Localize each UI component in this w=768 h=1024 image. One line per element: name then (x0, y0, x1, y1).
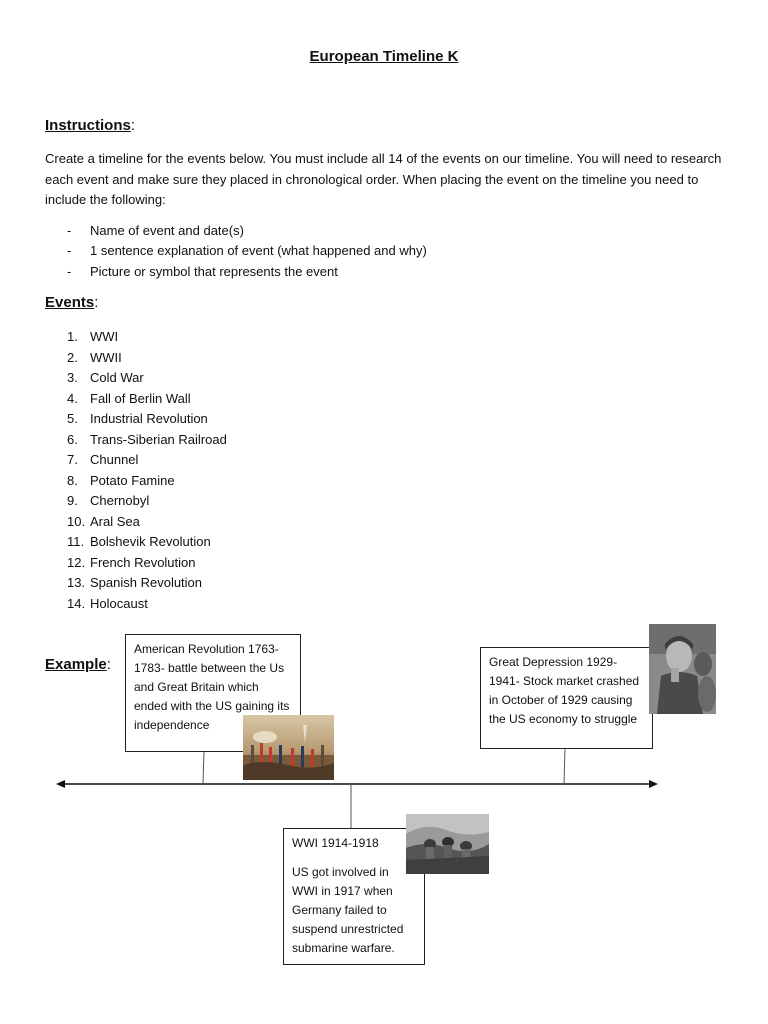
list-number: 11. (67, 534, 85, 549)
list-number: 12. (67, 554, 86, 570)
events-heading-label: Events (45, 294, 95, 311)
list-number: 9. (67, 493, 78, 508)
list-number: 10. (67, 513, 86, 529)
list-number: 1. (67, 329, 78, 344)
list-label: Industrial Revolution (90, 411, 208, 426)
page-title: European Timeline K (309, 48, 459, 65)
list-label: Aral Sea (90, 513, 140, 529)
list-number: 3. (67, 370, 78, 385)
instructions-heading-label: Instructions (45, 117, 131, 134)
list-number: 6. (67, 431, 78, 447)
great-depression-photo-image (649, 624, 716, 714)
bullet-text: Picture or symbol that represents the event (90, 263, 338, 279)
event-title: WWI 1914-1918 (292, 836, 379, 850)
bullet-item: - Picture or symbol that represents the event (67, 262, 427, 282)
american-revolution-painting-image (243, 715, 334, 780)
list-label: WWI (90, 329, 119, 344)
list-label: Spanish Revolution (90, 575, 203, 590)
list-number: 5. (67, 411, 78, 426)
list-number: 2. (67, 349, 78, 365)
bullet-text: Name of event and date(s) (90, 223, 244, 238)
connector-american-revolution (203, 751, 204, 784)
list-label: French Revolution (90, 554, 196, 570)
bullet-item: - 1 sentence explanation of event (what happened and why) (67, 241, 427, 261)
timeline-right-arrow (649, 780, 658, 788)
bullet-text: 1 sentence explanation of event (what happened and why) (90, 243, 427, 259)
list-label: Potato Famine (90, 472, 175, 488)
list-label: Cold War (90, 370, 144, 385)
instructions-text: Create a timeline for the events below. You must include all 14 of the events on our timeline. You will need to research each event and make sure they placed in chronological order. When placing the event on the timeline you need to include the following: (45, 151, 722, 208)
instructions-heading-colon: : (130, 117, 136, 134)
event-description: Great Depression 1929-1941- Stock market crashed in October of 1929 causing the US economy to struggle (489, 655, 640, 726)
list-label: Fall of Berlin Wall (90, 390, 191, 406)
timeline-left-arrow (56, 780, 65, 788)
list-label: Chunnel (90, 452, 139, 467)
list-label: WWII (90, 349, 122, 365)
example-heading-colon: : (106, 656, 111, 673)
connector-great-depression (564, 748, 565, 784)
list-number: 4. (67, 390, 78, 406)
list-number: 8. (67, 472, 78, 488)
timeline-event-wwi (283, 828, 425, 965)
list-number: 14. (67, 595, 86, 611)
list-label: Chernobyl (90, 493, 150, 508)
list-label: Holocaust (90, 595, 148, 611)
wwi-trench-photo-image (406, 814, 489, 874)
events-heading-colon: : (94, 294, 99, 311)
event-description: American Revolution 1763-1783- battle between the Us and Great Britain which ended with the US gaining its independence (134, 642, 290, 732)
list-number: 13. (67, 575, 86, 590)
bullet-item: - Name of event and date(s) (67, 221, 427, 241)
list-label: Bolshevik Revolution (90, 534, 211, 549)
timeline-event-great-depression (480, 647, 653, 749)
list-number: 7. (67, 452, 78, 467)
list-label: Trans-Siberian Railroad (90, 431, 227, 447)
example-heading-label: Example (45, 656, 107, 673)
event-description: US got involved in WWI in 1917 when Germany failed to suspend unrestricted submarine warfare. (292, 865, 404, 955)
